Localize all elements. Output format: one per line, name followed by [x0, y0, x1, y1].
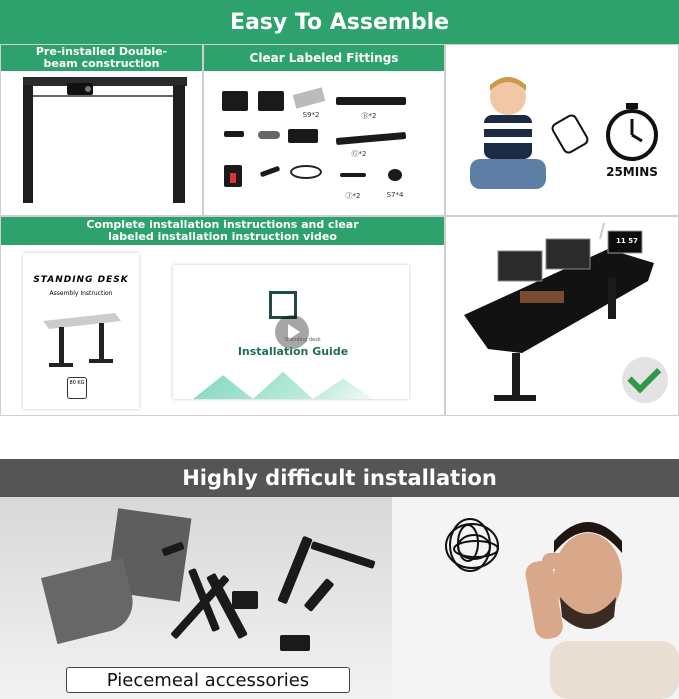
- leg-beam-e: [310, 541, 375, 569]
- tangled-scribble-icon: [440, 515, 504, 577]
- stopwatch-icon: [602, 101, 662, 163]
- fitting-power-cable: [290, 165, 322, 179]
- installation-video[interactable]: [173, 265, 409, 399]
- fitting-bar-g: [336, 132, 406, 145]
- fitting-plate-b: [258, 91, 284, 111]
- parts-caption-box: [66, 667, 350, 693]
- leg-beam-f: [304, 578, 335, 612]
- fitting-bracket-s9: [293, 87, 326, 108]
- booklet-title: STANDING DESK: [33, 275, 129, 285]
- booklet-desk-illustration: [37, 307, 125, 377]
- weight-badge: 80 KG: [67, 377, 87, 399]
- fitting-clip-b: [258, 131, 280, 139]
- frame-panel-label: Pre-installed Double-beam construction: [1, 45, 202, 71]
- fitting-caption-s9: S9*2: [302, 111, 320, 119]
- frame-panel: [0, 44, 203, 216]
- checkmark-badge: [622, 357, 668, 403]
- fitting-arrow-red: [230, 173, 236, 183]
- play-button[interactable]: [275, 315, 309, 349]
- video-subtitle: Standing desk: [285, 337, 321, 343]
- booklet-subtitle: Assembly Instruction: [49, 290, 113, 297]
- wrench-icon: [549, 112, 590, 155]
- video-decoration-teal: [193, 365, 393, 399]
- fittings-panel-label: Clear Labeled Fittings: [204, 45, 444, 71]
- fitting-caption-b: Ⓑ*2: [361, 112, 377, 120]
- assembly-time: 25MINS: [606, 165, 658, 179]
- fitting-foot: [388, 169, 402, 181]
- fitting-caption-j: Ⓙ*2: [345, 192, 361, 200]
- scattered-parts-panel: [0, 497, 392, 699]
- leg-beam-d: [277, 536, 312, 605]
- monitor-clock: 11 57: [616, 237, 638, 245]
- kid-panel: [445, 44, 679, 216]
- top-banner-title: Easy To Assemble: [229, 9, 450, 35]
- top-banner: [0, 0, 679, 44]
- desk-frame-illustration: [19, 77, 191, 207]
- desk-panel: [445, 216, 679, 416]
- child-illustration: [466, 67, 550, 197]
- fitting-caption-s7: S7*4: [386, 191, 404, 199]
- instructions-panel-label: Complete installation instructions and clear labeled installation instruction video: [1, 217, 444, 245]
- bottom-banner-title: Highly difficult installation: [182, 466, 497, 490]
- fittings-panel: [203, 44, 445, 216]
- parts-caption: Piecemeal accessories: [106, 669, 310, 691]
- fitting-rod-j: [340, 173, 366, 177]
- checkmark-icon: [627, 359, 661, 393]
- frustrated-man-panel: [392, 497, 679, 699]
- keypad-part: [280, 635, 310, 651]
- bottom-banner: [0, 459, 679, 497]
- assembly-booklet: [23, 253, 139, 409]
- instructions-panel: [0, 216, 445, 416]
- video-title: Installation Guide: [237, 345, 349, 358]
- fitting-clip-a: [224, 131, 244, 137]
- man-illustration: [510, 507, 679, 699]
- fitting-controller: [288, 129, 318, 143]
- desktop-panel-b: [41, 558, 139, 644]
- fitting-caption-g: Ⓖ*2: [351, 150, 367, 158]
- control-box: [232, 591, 258, 609]
- fitting-plate-a: [222, 91, 248, 111]
- fitting-bar-b: [336, 97, 406, 105]
- fitting-bracket-m: [260, 166, 281, 178]
